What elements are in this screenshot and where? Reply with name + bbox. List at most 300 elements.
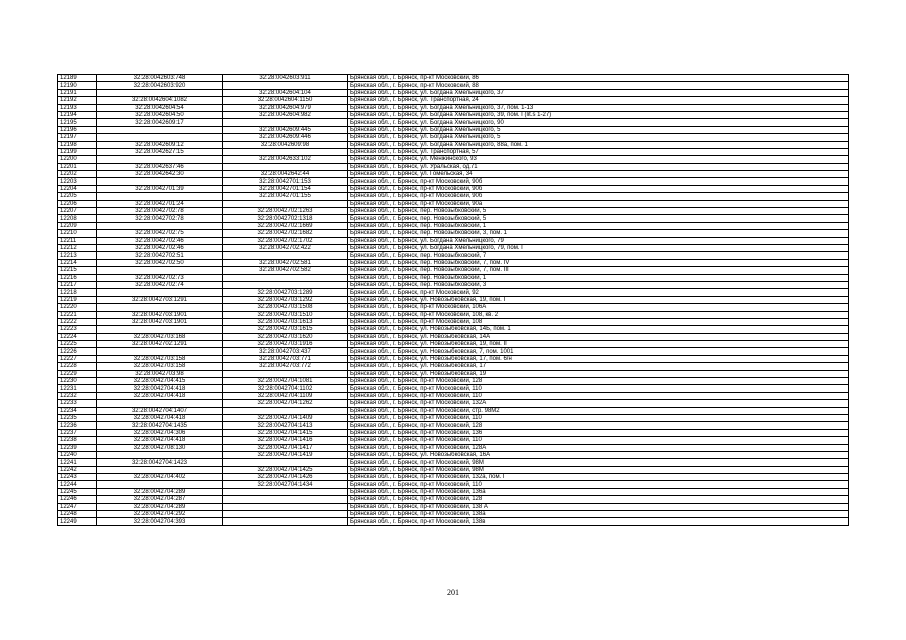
row-number-cell: 12213 xyxy=(58,252,97,259)
row-number-cell: 12195 xyxy=(58,119,97,126)
table-row xyxy=(58,296,849,303)
row-number-cell: 12232 xyxy=(58,392,97,399)
table-row xyxy=(58,488,849,495)
land-parcel-number-cell: 32:28:0042637:46 xyxy=(97,163,223,170)
object-number-cell: 32:28:0042704:1419 xyxy=(223,451,348,458)
row-number-cell: 12214 xyxy=(58,259,97,266)
table-row xyxy=(58,82,849,89)
table-row xyxy=(58,355,849,362)
table-row xyxy=(58,193,849,200)
object-number-cell xyxy=(223,488,348,495)
table-row xyxy=(58,363,849,370)
table-row xyxy=(58,215,849,222)
address-cell: Брянская обл., г. Брянск, пер. Новозыбковский, 3 xyxy=(348,281,849,288)
object-number-cell: 32:28:0042704:1415 xyxy=(223,429,348,436)
row-number-cell: 12230 xyxy=(58,378,97,385)
address-cell: Брянская обл., г. Брянск, пр-кт Московский, 138в xyxy=(348,518,849,525)
object-number-cell: 32:28:0042604:1150 xyxy=(223,97,348,104)
land-parcel-number-cell: 32:28:0042704:287 xyxy=(97,496,223,503)
table-row xyxy=(58,400,849,407)
object-number-cell xyxy=(223,274,348,281)
land-parcel-number-cell: 32:28:0042702:51 xyxy=(97,252,223,259)
object-number-cell: 32:28:0042703:772 xyxy=(223,363,348,370)
row-number-cell: 12243 xyxy=(58,474,97,481)
row-number-cell: 12235 xyxy=(58,414,97,421)
object-number-cell: 32:28:0042703:1613 xyxy=(223,318,348,325)
object-number-cell: 32:28:0042704:1109 xyxy=(223,392,348,399)
address-cell: Брянская обл., г. Брянск, пр-кт Московский, 90б xyxy=(348,178,849,185)
address-cell: Брянская обл., г. Брянск, ул. Богдана Хмельницкого, 88а, пом. 1 xyxy=(348,141,849,148)
table-row xyxy=(58,178,849,185)
table-row xyxy=(58,511,849,518)
row-number-cell: 12244 xyxy=(58,481,97,488)
land-parcel-number-cell xyxy=(97,178,223,185)
object-number-cell: 32:28:0042704:1416 xyxy=(223,437,348,444)
table-row xyxy=(58,89,849,96)
address-cell: Брянская обл., г. Брянск, пр-кт Московский, 90а xyxy=(348,200,849,207)
land-parcel-number-cell: 32:28:0042604:54 xyxy=(97,104,223,111)
land-parcel-number-cell xyxy=(97,466,223,473)
object-number-cell: 32:28:0042703:1508 xyxy=(223,304,348,311)
table-row xyxy=(58,503,849,510)
object-number-cell xyxy=(223,200,348,207)
address-cell: Брянская обл., г. Брянск, ул. Богдана Хмельницкого, 37 xyxy=(348,89,849,96)
object-number-cell: 32:28:0042609:445 xyxy=(223,126,348,133)
object-number-cell: 32:28:0042703:1620 xyxy=(223,333,348,340)
table-row xyxy=(58,311,849,318)
land-parcel-number-cell: 32:28:0042603:748 xyxy=(97,75,223,82)
object-number-cell: 32:28:0042703:437 xyxy=(223,348,348,355)
address-cell: Брянская обл., г. Брянск, пр-кт Московский, 128 xyxy=(348,422,849,429)
row-number-cell: 12190 xyxy=(58,82,97,89)
row-number-cell: 12222 xyxy=(58,318,97,325)
row-number-cell: 12207 xyxy=(58,208,97,215)
table-row xyxy=(58,459,849,466)
address-cell: Брянская обл., г. Брянск, ул. Уральская, од.71 xyxy=(348,163,849,170)
object-number-cell: 32:28:0042704:1425 xyxy=(223,466,348,473)
address-cell: Брянская обл., г. Брянск, пр-кт Московский, 108 xyxy=(348,318,849,325)
address-cell: Брянская обл., г. Брянск, ул. Новозыбковская, 17, пом. 6/н xyxy=(348,355,849,362)
land-parcel-number-cell: 32:28:0042703:98 xyxy=(97,370,223,377)
object-number-cell: 32:28:0042603:911 xyxy=(223,75,348,82)
address-cell: Брянская обл., г. Брянск, ул. Гомельская, 34 xyxy=(348,171,849,178)
address-cell: Брянская обл., г. Брянск, пр-кт Московский, 132А xyxy=(348,400,849,407)
object-number-cell: 32:28:0042702:1669 xyxy=(223,222,348,229)
address-cell: Брянская обл., г. Брянск, пр-кт Московский, 136а xyxy=(348,488,849,495)
land-parcel-number-cell: 32:28:0042702:46 xyxy=(97,237,223,244)
object-number-cell: 32:28:0042703:1289 xyxy=(223,289,348,296)
land-parcel-number-cell: 32:28:0042704:418 xyxy=(97,437,223,444)
row-number-cell: 12247 xyxy=(58,503,97,510)
land-parcel-number-cell: 32:28:0042708:130 xyxy=(97,444,223,451)
land-parcel-number-cell: 32:28:0042703:158 xyxy=(97,355,223,362)
address-cell: Брянская обл., г. Брянск, пр-кт Московский, 88 xyxy=(348,82,849,89)
land-parcel-number-cell: 32:28:0042703:158 xyxy=(97,363,223,370)
row-number-cell: 12199 xyxy=(58,148,97,155)
address-cell: Брянская обл., г. Брянск, пр-кт Московский, 136 xyxy=(348,429,849,436)
object-number-cell: 32:28:0042604:982 xyxy=(223,111,348,118)
address-cell: Брянская обл., г. Брянск, пр-кт Московский, стр. 98М2 xyxy=(348,407,849,414)
object-number-cell xyxy=(223,281,348,288)
object-number-cell: 32:28:0042704:1262 xyxy=(223,400,348,407)
address-cell: Брянская обл., г. Брянск, пр-кт Московский, 110 xyxy=(348,385,849,392)
land-parcel-number-cell xyxy=(97,304,223,311)
row-number-cell: 12221 xyxy=(58,311,97,318)
land-parcel-number-cell: 32:28:0042704:1435 xyxy=(97,422,223,429)
object-number-cell: 32:28:0042704:1081 xyxy=(223,378,348,385)
row-number-cell: 12241 xyxy=(58,459,97,466)
address-cell: Брянская обл., г. Брянск, ул. Новозыбковская, 16А xyxy=(348,451,849,458)
land-parcel-number-cell: 32:28:0042702:1291 xyxy=(97,341,223,348)
row-number-cell: 12216 xyxy=(58,274,97,281)
row-number-cell: 12202 xyxy=(58,171,97,178)
land-parcel-number-cell: 32:28:0042703:1901 xyxy=(97,318,223,325)
table-row xyxy=(58,156,849,163)
table-row xyxy=(58,474,849,481)
address-cell: Брянская обл., г. Брянск, ул. Богдана Хмельницкого, 37, пом. 1-13 xyxy=(348,104,849,111)
address-cell: Брянская обл., г. Брянск, пер. Новозыбковский, 7 xyxy=(348,252,849,259)
address-cell: Брянская обл., г. Брянск, пр-кт Московский, 90б xyxy=(348,193,849,200)
row-number-cell: 12206 xyxy=(58,200,97,207)
address-cell: Брянская обл., г. Брянск, пр-кт Московский, 86 xyxy=(348,75,849,82)
address-cell: Брянская обл., г. Брянск, ул. Новозыбковская, 17 xyxy=(348,363,849,370)
address-cell: Брянская обл., г. Брянск, пр-кт Московский, 98М xyxy=(348,459,849,466)
table-row xyxy=(58,437,849,444)
address-cell: Брянская обл., г. Брянск, пр-кт Московский, 110 xyxy=(348,414,849,421)
land-parcel-number-cell xyxy=(97,289,223,296)
row-number-cell: 12246 xyxy=(58,496,97,503)
land-parcel-number-cell: 32:28:0042609:12 xyxy=(97,141,223,148)
object-number-cell: 32:28:0042702:1682 xyxy=(223,230,348,237)
object-number-cell: 32:28:0042604:979 xyxy=(223,104,348,111)
row-number-cell: 12196 xyxy=(58,126,97,133)
land-parcel-number-cell: 32:28:0042704:292 xyxy=(97,511,223,518)
address-cell: Брянская обл., г. Брянск, пр-кт Московский, 128А xyxy=(348,444,849,451)
object-number-cell: 32:28:0042633:102 xyxy=(223,156,348,163)
land-parcel-number-cell xyxy=(97,451,223,458)
table-row xyxy=(58,289,849,296)
address-cell: Брянская обл., г. Брянск, ул. Новозыбковская, 7, пом. 1001 xyxy=(348,348,849,355)
object-number-cell xyxy=(223,496,348,503)
row-number-cell: 12212 xyxy=(58,244,97,251)
land-parcel-number-cell: 32:28:0042704:1423 xyxy=(97,459,223,466)
object-number-cell: 32:28:0042642:44 xyxy=(223,171,348,178)
row-number-cell: 12237 xyxy=(58,429,97,436)
object-number-cell: 32:28:0042609:98 xyxy=(223,141,348,148)
table-row xyxy=(58,304,849,311)
object-number-cell: 32:28:0042703:1615 xyxy=(223,326,348,333)
table-row xyxy=(58,252,849,259)
land-parcel-number-cell: 32:28:0042702:73 xyxy=(97,274,223,281)
land-parcel-number-cell: 32:28:0042704:418 xyxy=(97,392,223,399)
row-number-cell: 12249 xyxy=(58,518,97,525)
land-parcel-number-cell xyxy=(97,348,223,355)
row-number-cell: 12210 xyxy=(58,230,97,237)
land-parcel-number-cell: 32:28:0042704:306 xyxy=(97,429,223,436)
land-parcel-number-cell: 32:28:0042702:74 xyxy=(97,281,223,288)
row-number-cell: 12218 xyxy=(58,289,97,296)
object-number-cell: 32:28:0042704:1426 xyxy=(223,474,348,481)
object-number-cell: 32:28:0042703:1510 xyxy=(223,311,348,318)
row-number-cell: 12224 xyxy=(58,333,97,340)
table-row xyxy=(58,518,849,525)
row-number-cell: 12231 xyxy=(58,385,97,392)
row-number-cell: 12234 xyxy=(58,407,97,414)
table-row xyxy=(58,75,849,82)
table-row xyxy=(58,444,849,451)
land-parcel-number-cell: 32:28:0042704:402 xyxy=(97,474,223,481)
land-parcel-number-cell: 32:28:0042702:78 xyxy=(97,208,223,215)
row-number-cell: 12233 xyxy=(58,400,97,407)
land-parcel-number-cell xyxy=(97,400,223,407)
row-number-cell: 12226 xyxy=(58,348,97,355)
row-number-cell: 12223 xyxy=(58,326,97,333)
object-number-cell xyxy=(223,511,348,518)
row-number-cell: 12229 xyxy=(58,370,97,377)
table-row xyxy=(58,318,849,325)
row-number-cell: 12193 xyxy=(58,104,97,111)
row-number-cell: 12205 xyxy=(58,193,97,200)
land-parcel-number-cell xyxy=(97,326,223,333)
land-parcel-number-cell: 32:28:0042704:415 xyxy=(97,378,223,385)
address-cell: Брянская обл., г. Брянск, пер. Новозыбковский, 7, пом. III xyxy=(348,267,849,274)
address-cell: Брянская обл., г. Брянск, пр-кт Московский, 128 xyxy=(348,496,849,503)
object-number-cell: 32:28:0042604:104 xyxy=(223,89,348,96)
address-cell: Брянская обл., г. Брянск, ул. Богдана Хмельницкого, 79 xyxy=(348,237,849,244)
row-number-cell: 12198 xyxy=(58,141,97,148)
land-parcel-number-cell: 32:28:0042642:30 xyxy=(97,171,223,178)
object-number-cell xyxy=(223,518,348,525)
address-cell: Брянская обл., г. Брянск, ул. Новозыбковская, 19, пом. II xyxy=(348,341,849,348)
land-parcel-number-cell xyxy=(97,222,223,229)
land-parcel-number-cell: 32:28:0042704:289 xyxy=(97,488,223,495)
land-parcel-number-cell: 32:28:0042704:418 xyxy=(97,414,223,421)
address-cell: Брянская обл., г. Брянск, пр-кт Московский, 108, кв. 2 xyxy=(348,311,849,318)
row-number-cell: 12197 xyxy=(58,134,97,141)
row-number-cell: 12225 xyxy=(58,341,97,348)
land-parcel-number-cell xyxy=(97,481,223,488)
land-parcel-number-cell: 32:28:0042702:46 xyxy=(97,244,223,251)
table-row xyxy=(58,326,849,333)
address-cell: Брянская обл., г. Брянск, ул. Богдана Хмельницкого, 5 xyxy=(348,134,849,141)
table-row xyxy=(58,244,849,251)
object-number-cell xyxy=(223,82,348,89)
object-number-cell: 32:28:0042702:1318 xyxy=(223,215,348,222)
table-row xyxy=(58,267,849,274)
address-cell: Брянская обл., г. Брянск, пер. Новозыбковский, 1 xyxy=(348,274,849,281)
land-parcel-number-cell: 32:28:0042702:50 xyxy=(97,259,223,266)
address-cell: Брянская обл., г. Брянск, пр-кт Московский, 132а, пом. I xyxy=(348,474,849,481)
address-cell: Брянская обл., г. Брянск, пр-кт Московский, 98М xyxy=(348,466,849,473)
row-number-cell: 12189 xyxy=(58,75,97,82)
address-cell: Брянская обл., г. Брянск, пер. Новозыбковский, 5 xyxy=(348,215,849,222)
address-cell: Брянская обл., г. Брянск, ул. Новозыбковская, 14Б, пом. 1 xyxy=(348,326,849,333)
row-number-cell: 12217 xyxy=(58,281,97,288)
object-number-cell xyxy=(223,503,348,510)
page-number: 201 xyxy=(447,588,459,597)
address-cell: Брянская обл., г. Брянск, пер. Новозыбковский, 5 xyxy=(348,208,849,215)
address-cell: Брянская обл., г. Брянск, ул. Богдана Хмельницкого, 39, пом. I (lit.s 1-27) xyxy=(348,111,849,118)
table-row xyxy=(58,104,849,111)
address-cell: Брянская обл., г. Брянск, пер. Новозыбковский, 1 xyxy=(348,222,849,229)
row-number-cell: 12194 xyxy=(58,111,97,118)
object-number-cell: 32:28:0042702:581 xyxy=(223,259,348,266)
land-parcel-number-cell: 32:28:0042609:17 xyxy=(97,119,223,126)
object-number-cell xyxy=(223,459,348,466)
row-number-cell: 12238 xyxy=(58,437,97,444)
table-row xyxy=(58,200,849,207)
table-row xyxy=(58,333,849,340)
object-number-cell: 32:28:0042703:1916 xyxy=(223,341,348,348)
land-parcel-number-cell: 32:28:0042627:15 xyxy=(97,148,223,155)
object-number-cell xyxy=(223,370,348,377)
row-number-cell: 12219 xyxy=(58,296,97,303)
table-row xyxy=(58,185,849,192)
table-row xyxy=(58,378,849,385)
land-parcel-number-cell: 32:28:0042703:1901 xyxy=(97,311,223,318)
table-row xyxy=(58,171,849,178)
land-parcel-number-cell: 32:28:0042702:78 xyxy=(97,215,223,222)
land-parcel-number-cell xyxy=(97,134,223,141)
registry-table-body xyxy=(58,75,849,526)
table-row xyxy=(58,222,849,229)
table-row xyxy=(58,407,849,414)
row-number-cell: 12215 xyxy=(58,267,97,274)
table-row xyxy=(58,392,849,399)
table-row xyxy=(58,281,849,288)
land-parcel-number-cell: 32:28:0042704:289 xyxy=(97,503,223,510)
registry-table xyxy=(57,74,849,526)
table-row xyxy=(58,370,849,377)
address-cell: Брянская обл., г. Брянск, пр-кт Московский, 110 xyxy=(348,481,849,488)
land-parcel-number-cell: 32:28:0042603:920 xyxy=(97,82,223,89)
table-row xyxy=(58,97,849,104)
address-cell: Брянская обл., г. Брянск, пр-кт Московский, 138 А xyxy=(348,503,849,510)
row-number-cell: 12201 xyxy=(58,163,97,170)
table-row xyxy=(58,126,849,133)
land-parcel-number-cell xyxy=(97,89,223,96)
land-parcel-number-cell: 32:28:0042604:1082 xyxy=(97,97,223,104)
address-cell: Брянская обл., г. Брянск, пр-кт Московский, 106А xyxy=(348,304,849,311)
land-parcel-number-cell xyxy=(97,193,223,200)
land-parcel-number-cell xyxy=(97,156,223,163)
table-row xyxy=(58,451,849,458)
object-number-cell: 32:28:0042704:1434 xyxy=(223,481,348,488)
address-cell: Брянская обл., г. Брянск, ул. Новозыбковская, 14А xyxy=(348,333,849,340)
object-number-cell: 32:28:0042704:1413 xyxy=(223,422,348,429)
address-cell: Брянская обл., г. Брянск, ул. Новозыбковская, 19, пом. I xyxy=(348,296,849,303)
land-parcel-number-cell: 32:28:0042704:418 xyxy=(97,385,223,392)
row-number-cell: 12211 xyxy=(58,237,97,244)
object-number-cell xyxy=(223,148,348,155)
address-cell: Брянская обл., г. Брянск, пр-кт Московский, 110 xyxy=(348,437,849,444)
table-row xyxy=(58,274,849,281)
object-number-cell: 32:28:0042703:771 xyxy=(223,355,348,362)
row-number-cell: 12208 xyxy=(58,215,97,222)
row-number-cell: 12227 xyxy=(58,355,97,362)
address-cell: Брянская обл., г. Брянск, пр-кт Московский, 92 xyxy=(348,289,849,296)
row-number-cell: 12191 xyxy=(58,89,97,96)
address-cell: Брянская обл., г. Брянск, ул. Богдана Хмельницкого, 5 xyxy=(348,126,849,133)
row-number-cell: 12203 xyxy=(58,178,97,185)
land-parcel-number-cell: 32:28:0042701:24 xyxy=(97,200,223,207)
address-cell: Брянская обл., г. Брянск, пр-кт Московский, 128 xyxy=(348,378,849,385)
row-number-cell: 12248 xyxy=(58,511,97,518)
address-cell: Брянская обл., г. Брянск, пер. Новозыбковский, 7, пом. IV xyxy=(348,259,849,266)
table-row xyxy=(58,385,849,392)
land-parcel-number-cell: 32:28:0042704:393 xyxy=(97,518,223,525)
address-cell: Брянская обл., г. Брянск, ул. Транспортная, 57 xyxy=(348,148,849,155)
table-row xyxy=(58,496,849,503)
table-row xyxy=(58,348,849,355)
address-cell: Брянская обл., г. Брянск, ул. Новозыбковская, 19 xyxy=(348,370,849,377)
land-parcel-number-cell: 32:28:0042703:1291 xyxy=(97,296,223,303)
land-parcel-number-cell: 32:28:0042604:50 xyxy=(97,111,223,118)
address-cell: Брянская обл., г. Брянск, ул. Менжинского, 93 xyxy=(348,156,849,163)
object-number-cell xyxy=(223,119,348,126)
table-row xyxy=(58,237,849,244)
object-number-cell: 32:28:0042701:153 xyxy=(223,178,348,185)
object-number-cell: 32:28:0042609:446 xyxy=(223,134,348,141)
land-parcel-number-cell xyxy=(97,126,223,133)
table-row xyxy=(58,148,849,155)
object-number-cell: 32:28:0042701:155 xyxy=(223,193,348,200)
row-number-cell: 12209 xyxy=(58,222,97,229)
table-row xyxy=(58,341,849,348)
object-number-cell: 32:28:0042704:1102 xyxy=(223,385,348,392)
table-row xyxy=(58,163,849,170)
row-number-cell: 12200 xyxy=(58,156,97,163)
row-number-cell: 12236 xyxy=(58,422,97,429)
address-cell: Брянская обл., г. Брянск, ул. Транспортная, 24 xyxy=(348,97,849,104)
object-number-cell: 32:28:0042702:1263 xyxy=(223,208,348,215)
object-number-cell: 32:28:0042703:1292 xyxy=(223,296,348,303)
table-row xyxy=(58,466,849,473)
table-row xyxy=(58,141,849,148)
table-row xyxy=(58,422,849,429)
object-number-cell: 32:28:0042704:1409 xyxy=(223,414,348,421)
land-parcel-number-cell: 32:28:0042704:1407 xyxy=(97,407,223,414)
row-number-cell: 12228 xyxy=(58,363,97,370)
row-number-cell: 12192 xyxy=(58,97,97,104)
object-number-cell: 32:28:0042702:582 xyxy=(223,267,348,274)
table-row xyxy=(58,414,849,421)
row-number-cell: 12240 xyxy=(58,451,97,458)
address-cell: Брянская обл., г. Брянск, пр-кт Московский, 90б xyxy=(348,185,849,192)
address-cell: Брянская обл., г. Брянск, пр-кт Московский, 110 xyxy=(348,392,849,399)
object-number-cell: 32:28:0042704:1417 xyxy=(223,444,348,451)
object-number-cell: 32:28:0042702:422 xyxy=(223,244,348,251)
row-number-cell: 12242 xyxy=(58,466,97,473)
land-parcel-number-cell: 32:28:0042702:75 xyxy=(97,230,223,237)
address-cell: Брянская обл., г. Брянск, ул. Богдана Хмельницкого, 90 xyxy=(348,119,849,126)
object-number-cell xyxy=(223,163,348,170)
object-number-cell xyxy=(223,407,348,414)
table-row xyxy=(58,111,849,118)
table-row xyxy=(58,259,849,266)
land-parcel-number-cell: 32:28:0042701:39 xyxy=(97,185,223,192)
land-parcel-number-cell: 32:28:0042703:168 xyxy=(97,333,223,340)
address-cell: Брянская обл., г. Брянск, пер. Новозыбковский, 3, пом. 1 xyxy=(348,230,849,237)
object-number-cell: 32:28:0042702:1702 xyxy=(223,237,348,244)
object-number-cell: 32:28:0042701:154 xyxy=(223,185,348,192)
row-number-cell: 12245 xyxy=(58,488,97,495)
table-row xyxy=(58,481,849,488)
row-number-cell: 12220 xyxy=(58,304,97,311)
row-number-cell: 12204 xyxy=(58,185,97,192)
object-number-cell xyxy=(223,252,348,259)
land-parcel-number-cell xyxy=(97,267,223,274)
